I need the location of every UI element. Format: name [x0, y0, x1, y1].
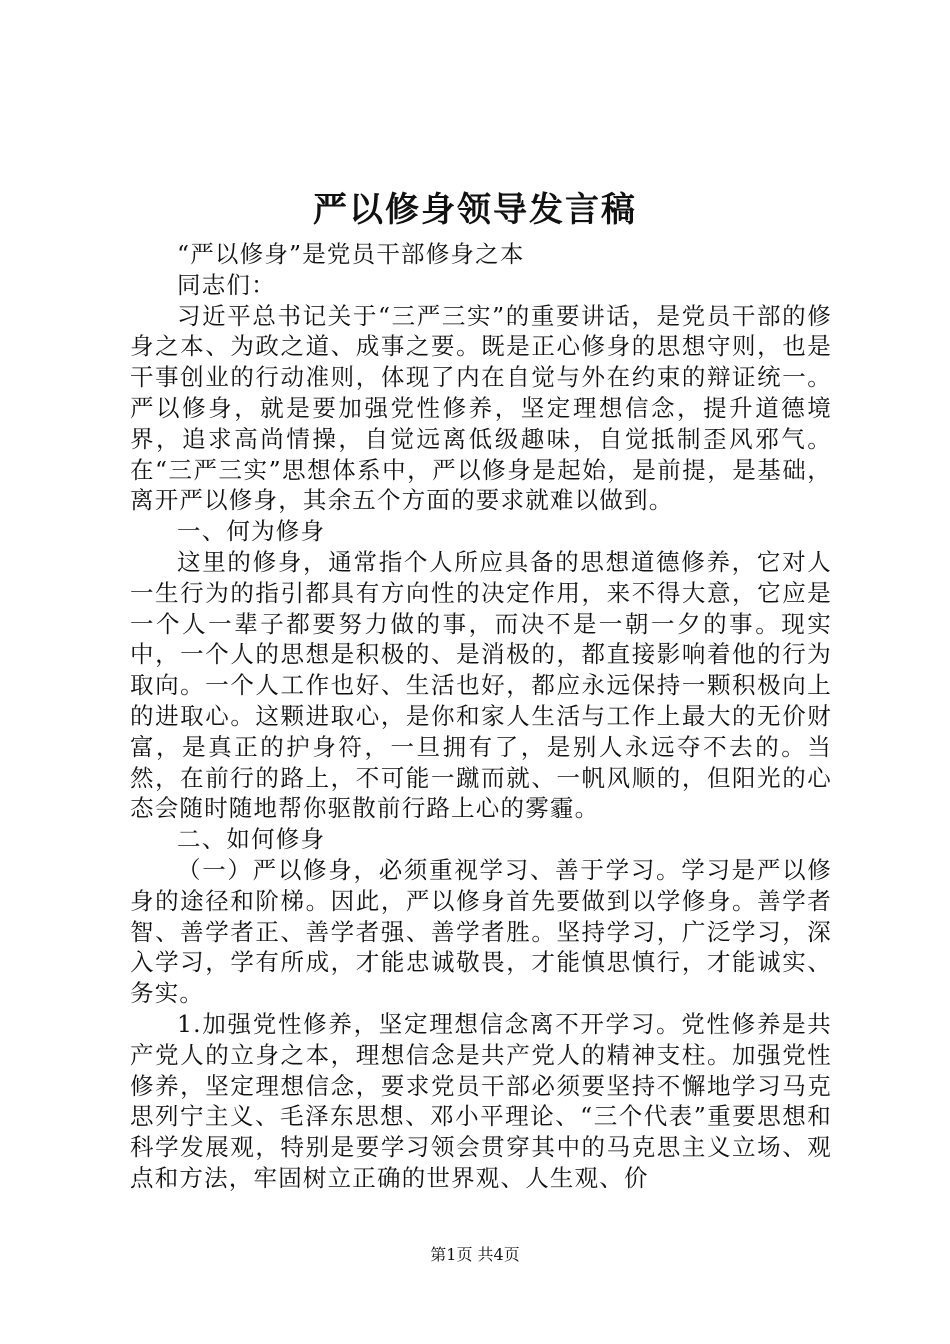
body-paragraph: （一）严以修身，必须重视学习、善于学习。学习是严以修身的途径和阶梯。因此，严以修身首先要做到以学修身。善学者智、善学者正、善学者强、善学者胜。坚持学习，广泛学习，深入学习，学有所成，才能忠诚敬畏，才能慎思慎行，才能诚实、务实。 — [130, 855, 832, 1008]
body-paragraph: 1.加强党性修养，坚定理想信念离不开学习。党性修养是共产党人的立身之本，理想信念是共产党人的精神支柱。加强党性修养，坚定理想信念，要求党员干部必须要坚持不懈地学习马克思列宁主义、毛泽东思想、邓小平理论、“三个代表”重要思想和科学发展观，特别是要学习领会贯穿其中的马克思主义立场、观点和方法，牢固树立正确的世界观、人生观、价 — [130, 1009, 832, 1192]
document-body — [130, 239, 832, 1194]
page-footer: 第1页 共4页 — [430, 1245, 520, 1264]
body-paragraph: 这里的修身，通常指个人所应具备的思想道德修养，它对人一生行为的指引都具有方向性的决定作用，来不得大意，它应是一个人一辈子都要努力做的事，而决不是一朝一夕的事。现实中，一个人的思想是积极的、是消极的，都直接影响着他的行为取向。一个人工作也好、生活也好，都应永远保持一颗积极向上的进取心。这颗进取心，是你和家人生活与工作上最大的无价财富，是真正的护身符，一旦拥有了，是别人永远夺不去的。当然，在前行的路上，不可能一蹴而就、一帆风顺的，但阳光的心态会随时随地帮你驱散前行路上心的雾霾。 — [130, 547, 832, 823]
section-heading: 二、如何修身 — [177, 825, 326, 854]
subtitle-paragraph: “严以修身”是党员干部修身之本 — [177, 240, 525, 268]
page-title: 严以修身领导发言稿 — [313, 190, 637, 230]
section-heading: 一、何为修身 — [177, 517, 326, 546]
salutation-paragraph: 同志们： — [177, 270, 276, 299]
body-paragraph: 习近平总书记关于“三严三实”的重要讲话，是党员干部的修身之本、为政之道、成事之要。既是正心修身的思想守则，也是干事创业的行动准则，体现了内在自觉与外在约束的辩证统一。严以修身，就是要加强党性修养，坚定理想信念，提升道德境界，追求高尚情操，自觉远离低级趣味，自觉抵制歪风邪气。在“三严三实”思想体系中，严以修身是起始，是前提，是基础，离开严以修身，其余五个方面的要求就难以做到。 — [130, 301, 832, 515]
